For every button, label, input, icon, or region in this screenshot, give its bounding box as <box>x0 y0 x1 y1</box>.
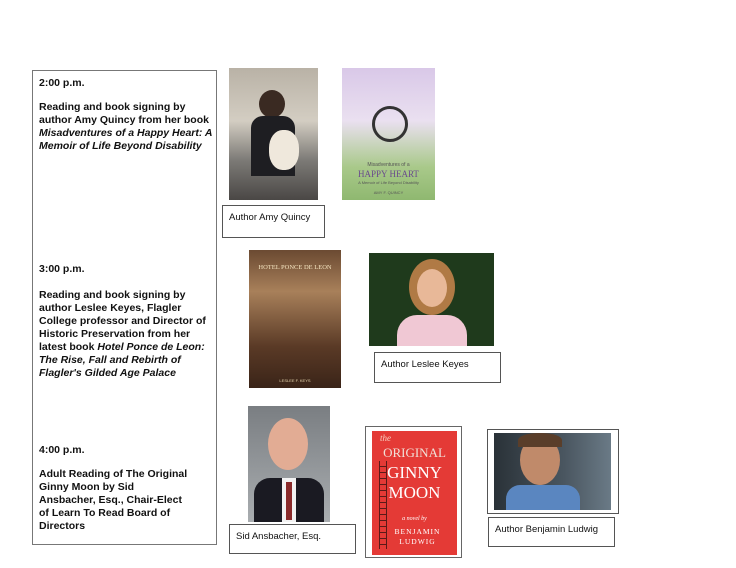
cover-title: HOTEL PONCE DE LEON <box>258 264 332 271</box>
amy-quincy-photo <box>229 68 318 200</box>
cover-author: LESLEE F. KEYS <box>279 378 311 383</box>
event-description <box>39 289 215 380</box>
hotel-ponce-de-leon-book-cover <box>249 250 341 388</box>
cover-title: ORIGINAL <box>383 445 446 460</box>
cover-text: Misadventures of a <box>367 162 410 168</box>
caption-benjamin-ludwig: Author Benjamin Ludwig <box>488 517 615 547</box>
cover-author: AMY F. QUINCY <box>373 190 404 195</box>
event-time: 2:00 p.m. <box>39 77 85 89</box>
benjamin-ludwig-photo <box>494 433 611 510</box>
event-time: 3:00 p.m. <box>39 263 85 275</box>
desc-text: Adult Reading of The Original Ginny Moon by Sid Ansbacher, Esq., Chair-Elect of Learn To Read Board of Directors <box>39 468 188 532</box>
cover-text: a novel by <box>402 516 427 522</box>
book-title: Misadventures of a Happy Heart: A Memoir of Life Beyond Disability <box>39 127 213 152</box>
cover-title: GINNY <box>387 463 442 482</box>
happy-heart-book-cover <box>342 68 435 200</box>
caption-leslee-keyes: Author Leslee Keyes <box>374 352 501 383</box>
cover-title: HAPPY HEART <box>358 169 419 179</box>
leslee-keyes-photo <box>369 253 494 346</box>
event-time: 4:00 p.m. <box>39 444 85 456</box>
sid-ansbacher-photo <box>248 406 330 522</box>
cover-author: BENJAMIN <box>394 527 441 536</box>
schedule-box <box>32 70 217 545</box>
caption-sid-ansbacher: Sid Ansbacher, Esq. <box>229 524 356 554</box>
original-ginny-moon-book-cover <box>372 431 457 555</box>
desc-text: Reading and book signing by author Leslee Keyes, Flagler College professor and Director of Historic Preservation from her latest book <box>39 289 206 353</box>
book-title: Hotel Ponce de Leon: The Rise, Fall and Rebirth of Flagler's Gilded Age Palace <box>39 341 205 379</box>
caption-amy-quincy: Author Amy Quincy <box>222 205 325 238</box>
cover-text: A Memoir of Life Beyond Disability <box>358 180 419 185</box>
cover-title: MOON <box>388 483 441 502</box>
event-description <box>39 101 215 153</box>
cover-text: the <box>380 433 391 443</box>
cover-author: LUDWIG <box>399 537 436 546</box>
desc-text: Reading and book signing by author Amy Quincy from her book <box>39 101 209 126</box>
ladder-illustration <box>379 461 387 549</box>
event-description <box>39 468 189 533</box>
